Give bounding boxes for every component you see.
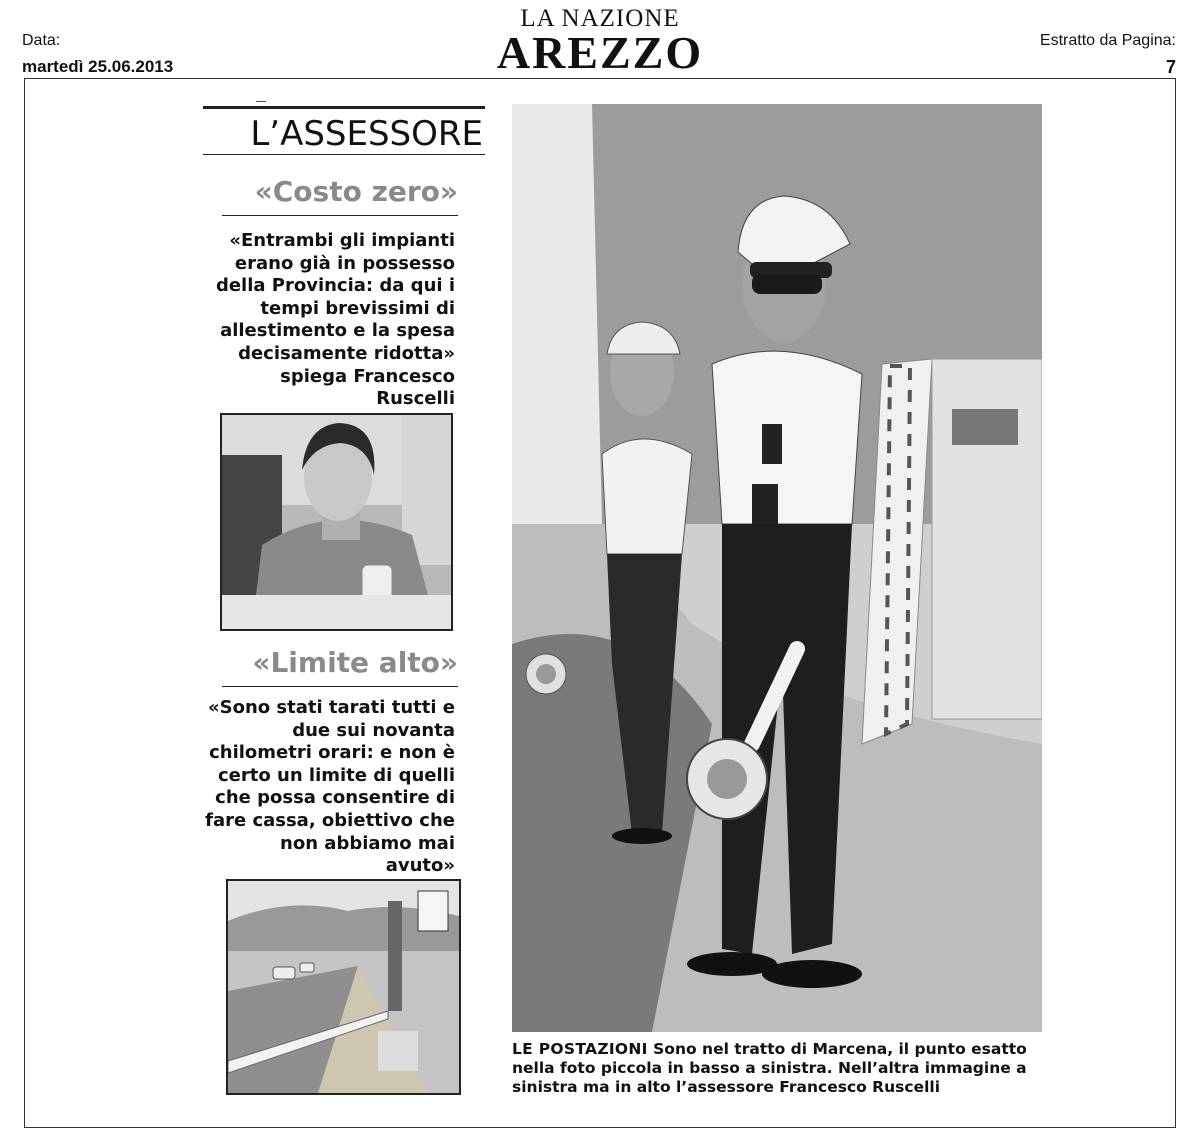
page-block (1040, 28, 1176, 80)
kicker-top-rule (203, 106, 485, 109)
quote-line: «Sono stati tarati tutti e (208, 697, 455, 718)
quote-line: decisamente ridotta» (238, 342, 455, 364)
quote-body-limit (205, 697, 455, 878)
caption-text: Sono nel tratto di Marcena, il punto esatto nella foto piccola in basso a sinistra. Nell’altra immagine a sinistra ma in alto l’assessore Francesco Ruscelli (512, 1040, 1027, 1096)
masthead-city: AREZZO (496, 27, 704, 78)
quote-line: allestimento e la spesa (220, 320, 455, 342)
assessor-portrait-photo (220, 413, 453, 631)
quote-body-cost (205, 230, 455, 411)
quote-line: «Entrambi gli impianti (229, 230, 455, 251)
quote-line: fare cassa, obiettivo che (205, 809, 455, 831)
caption-lead: LE POSTAZIONI (512, 1040, 648, 1058)
masthead-paper-name: LA NAZIONE (520, 5, 680, 32)
date-block (22, 28, 173, 80)
quote-line: certo un limite di quelli (218, 764, 455, 786)
date-label: Data: (22, 32, 61, 49)
page-label: Estratto da Pagina: (1039, 32, 1176, 49)
kicker-tick (256, 101, 266, 102)
date-value: martedì 25.06.2013 (22, 57, 174, 76)
quote-title-cost: «Costo zero» (254, 175, 458, 208)
police-officers-photo (512, 104, 1042, 1032)
quote-line: Ruscelli (376, 388, 455, 410)
photo-caption (512, 1040, 1052, 1097)
quote-rule-limit (222, 686, 458, 687)
quote-title-limit: «Limite alto» (252, 646, 458, 679)
kicker-bottom-rule (203, 154, 485, 155)
quote-line: erano già in possesso (234, 252, 455, 274)
quote-line: chilometri orari: e non è (209, 742, 455, 764)
kicker-title: L’ASSESSORE (250, 114, 483, 154)
quote-line: tempi brevissimi di (260, 297, 455, 319)
quote-line: della Provincia: da qui i (215, 275, 455, 297)
page-number: 7 (1165, 57, 1176, 77)
quote-line: due sui novanta (292, 719, 455, 741)
quote-line: spiega Francesco (280, 365, 455, 387)
road-speed-camera-photo (226, 879, 461, 1095)
masthead (460, 5, 740, 78)
quote-line: che possa consentire di (215, 787, 455, 809)
quote-line: non abbiamo mai avuto» (280, 832, 455, 877)
quote-rule-cost (222, 215, 458, 216)
